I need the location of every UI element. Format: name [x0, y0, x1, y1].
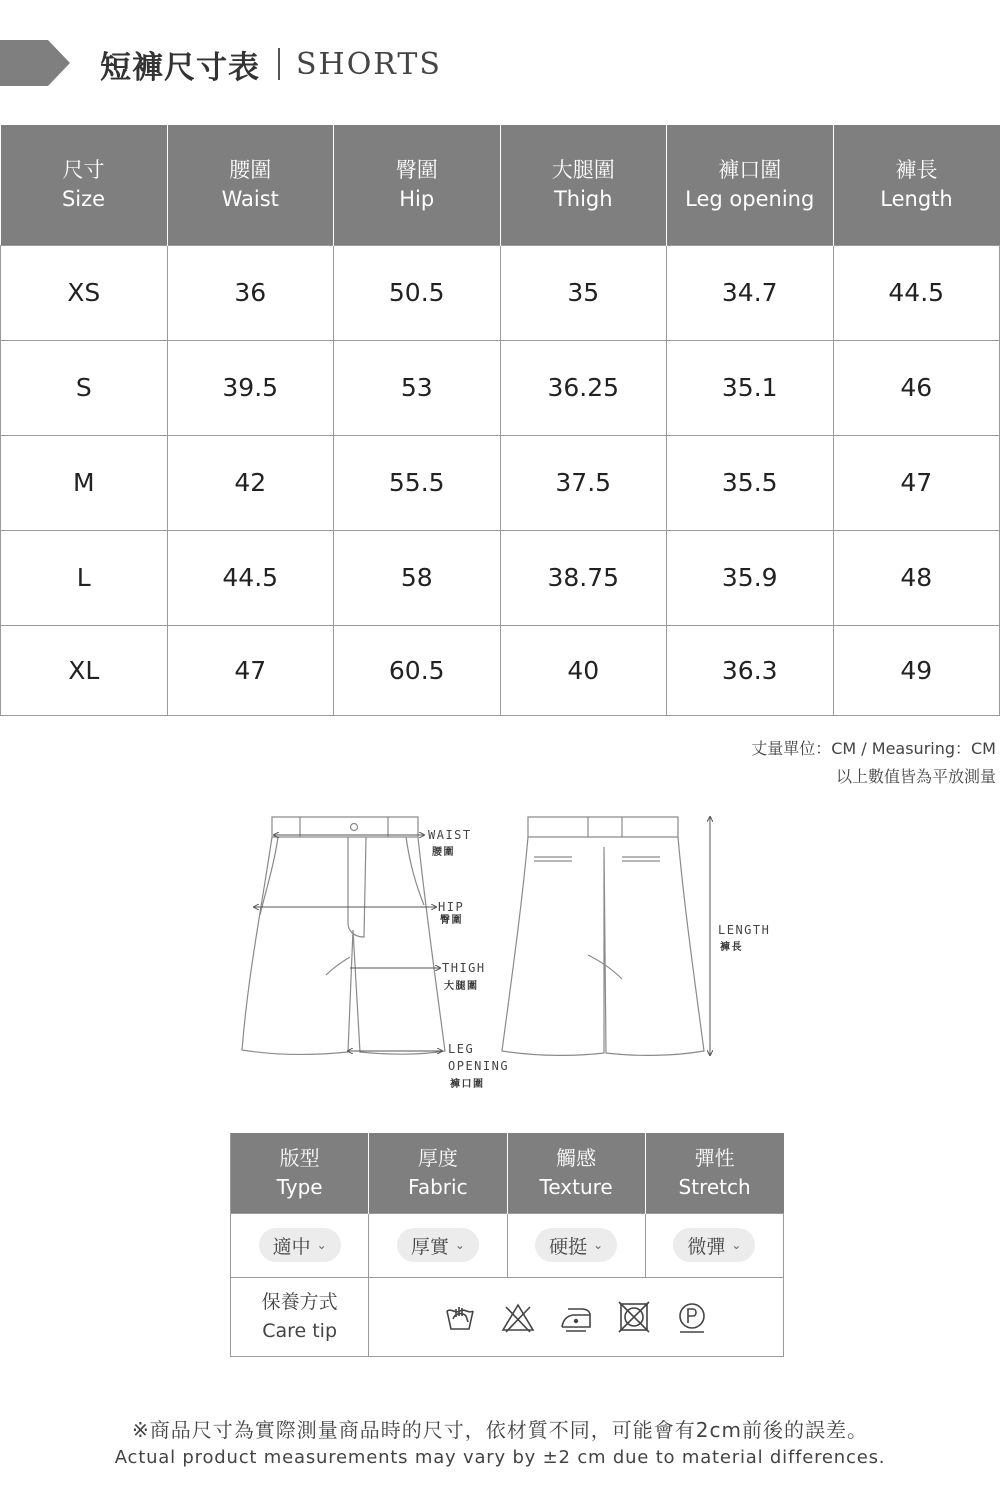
leg-opening-label-2: OPENING	[448, 1059, 510, 1073]
type-select[interactable]: 適中 ⌄	[259, 1228, 341, 1262]
table-cell: 58	[334, 530, 501, 625]
hand-wash-icon	[442, 1299, 478, 1335]
table-cell: 36	[167, 245, 334, 340]
shorts-front-view	[242, 817, 445, 1054]
hip-label-zh: 臀圍	[440, 915, 463, 926]
table-cell: 60.5	[334, 625, 501, 715]
header-length: 褲長 Length	[833, 125, 1000, 245]
table-cell: 38.75	[500, 530, 667, 625]
fabric-select[interactable]: 厚實 ⌄	[397, 1228, 479, 1262]
texture-select[interactable]: 硬挺 ⌄	[535, 1228, 617, 1262]
shorts-back-view	[502, 817, 704, 1055]
table-cell: 34.7	[667, 245, 834, 340]
measure-lines	[254, 817, 710, 1055]
table-cell: 36.25	[500, 340, 667, 435]
size-cell: L	[1, 530, 168, 625]
attributes-header-row	[231, 1133, 784, 1213]
chevron-down-icon: ⌄	[593, 1238, 604, 1252]
disclaimer-en: Actual product measurements may vary by ±2 cm due to material differences.	[114, 1447, 886, 1468]
size-cell: S	[1, 340, 168, 435]
table-row	[1, 340, 1000, 435]
disclaimer-zh: ※商品尺寸為實際測量商品時的尺寸，依材質不同，可能會有2cm前後的誤差。	[132, 1418, 868, 1442]
table-cell: 44.5	[833, 245, 1000, 340]
fabric-attributes-table	[230, 1133, 784, 1357]
header-fabric: 厚度 Fabric	[369, 1133, 507, 1213]
header-waist: 腰圍 Waist	[167, 125, 334, 245]
chevron-down-icon: ⌄	[316, 1238, 327, 1252]
page-title	[100, 42, 442, 86]
iron-low-icon	[558, 1299, 594, 1335]
header-texture: 觸感 Texture	[507, 1133, 645, 1213]
page-title-en: SHORTS	[296, 46, 442, 82]
shorts-measurement-diagram	[230, 805, 800, 1095]
attributes-value-row	[231, 1213, 784, 1277]
table-cell: 36.3	[667, 625, 834, 715]
size-chart-header-row	[1, 125, 1000, 245]
care-tip-row	[231, 1277, 784, 1356]
size-cell: XS	[1, 245, 168, 340]
leg-opening-label-zh: 褲口圍	[450, 1079, 485, 1090]
waist-label-zh: 腰圍	[432, 847, 455, 858]
table-cell: 42	[167, 435, 334, 530]
table-row	[1, 435, 1000, 530]
table-cell: 49	[833, 625, 1000, 715]
chevron-down-icon: ⌄	[454, 1238, 465, 1252]
header-thigh: 大腿圍 Thigh	[500, 125, 667, 245]
do-not-bleach-icon	[500, 1299, 536, 1335]
title-divider	[278, 48, 280, 80]
table-cell: 40	[500, 625, 667, 715]
dry-clean-p-icon	[674, 1299, 710, 1335]
table-cell: 48	[833, 530, 1000, 625]
size-cell: M	[1, 435, 168, 530]
header-size: 尺寸 Size	[1, 125, 168, 245]
thigh-label: THIGH	[442, 961, 486, 975]
table-cell: 44.5	[167, 530, 334, 625]
table-cell: 37.5	[500, 435, 667, 530]
care-icons	[369, 1299, 783, 1335]
flat-measure-note: 以上數值皆為平放測量	[835, 767, 996, 786]
page-title-zh: 短褲尺寸表	[100, 49, 260, 86]
table-cell: 53	[334, 340, 501, 435]
header-leg-opening: 褲口圍 Leg opening	[667, 125, 834, 245]
header-arrow-icon	[0, 40, 70, 86]
table-cell: 46	[833, 340, 1000, 435]
care-tip-label: 保養方式 Care tip	[231, 1277, 369, 1356]
header-type: 版型 Type	[231, 1133, 369, 1213]
size-cell: XL	[1, 625, 168, 715]
thigh-label-zh: 大腿圍	[444, 981, 479, 992]
measurement-unit-note: 丈量單位：CM / Measuring：CM	[751, 739, 996, 758]
stretch-select[interactable]: 微彈 ⌄	[673, 1228, 755, 1262]
table-row	[1, 625, 1000, 715]
table-cell: 35.1	[667, 340, 834, 435]
length-label: LENGTH	[718, 923, 771, 937]
waist-label: WAIST	[428, 828, 472, 842]
hip-label: HIP	[438, 900, 465, 914]
header-hip: 臀圍 Hip	[334, 125, 501, 245]
size-chart-table	[0, 125, 1000, 716]
table-cell: 50.5	[334, 245, 501, 340]
do-not-tumble-dry-icon	[616, 1299, 652, 1335]
table-row	[1, 245, 1000, 340]
table-cell: 55.5	[334, 435, 501, 530]
table-cell: 35	[500, 245, 667, 340]
table-cell: 47	[833, 435, 1000, 530]
table-cell: 35.9	[667, 530, 834, 625]
chevron-down-icon: ⌄	[731, 1238, 742, 1252]
table-cell: 35.5	[667, 435, 834, 530]
table-row	[1, 530, 1000, 625]
header-stretch: 彈性 Stretch	[645, 1133, 783, 1213]
table-cell: 39.5	[167, 340, 334, 435]
leg-opening-label: LEG	[448, 1042, 475, 1056]
table-cell: 47	[167, 625, 334, 715]
length-label-zh: 褲長	[720, 942, 743, 953]
